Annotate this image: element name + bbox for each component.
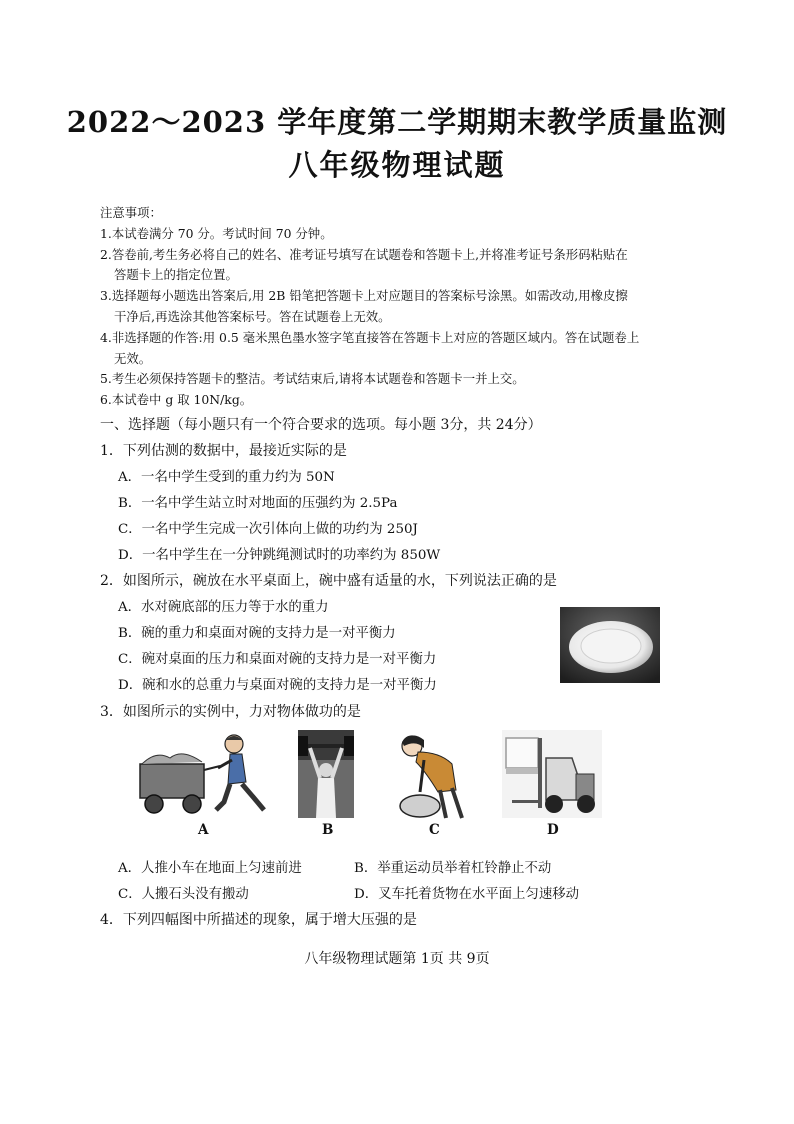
q1-option-a: A．一名中学生受到的重力约为 50N bbox=[118, 470, 335, 485]
figure-b-weightlifter bbox=[298, 730, 354, 818]
notes-line: 1.本试卷满分 70 分。考试时间 70 分钟。 bbox=[100, 225, 333, 241]
q2-option-d: D．碗和水的总重力与桌面对碗的支持力是一对平衡力 bbox=[118, 678, 437, 693]
bowl-photo bbox=[560, 607, 660, 683]
notes-line: 2.答卷前,考生务必将自己的姓名、准考证号填写在试题卷和答题卡上,并将准考证号条形码粘贴在 bbox=[100, 246, 628, 262]
notes-line: 6.本试卷中 g 取 10N/kg。 bbox=[100, 392, 253, 408]
exam-subtitle: 八年级物理试题 bbox=[288, 148, 506, 182]
q4-stem: 4．下列四幅图中所描述的现象，属于增大压强的是 bbox=[100, 912, 417, 928]
notes-line: 4.非选择题的作答:用 0.5 毫米黑色墨水签字笔直接答在答题卡上对应的答题区域内。答在试题卷上 bbox=[100, 329, 640, 345]
figure-label-d: D bbox=[547, 822, 559, 838]
figure-c-lifting-stone bbox=[390, 730, 476, 820]
notes-heading: 注意事项： bbox=[100, 205, 162, 220]
figure-label-b: B bbox=[322, 822, 334, 838]
q3-option-d: D．叉车托着货物在水平面上匀速移动 bbox=[354, 887, 579, 902]
notes-line: 3.选择题每小题选出答案后,用 2B 铅笔把答题卡上对应题目的答案标号涂黑。如需改动,用橡皮擦 bbox=[100, 288, 628, 304]
notes-block bbox=[100, 203, 700, 411]
q3-stem: 3．如图所示的实例中，力对物体做功的是 bbox=[100, 704, 361, 720]
figure-label-a: A bbox=[198, 822, 209, 838]
notes-line: 答题卡上的指定位置。 bbox=[114, 267, 238, 283]
q3-option-b: B．举重运动员举着杠铃静止不动 bbox=[354, 861, 552, 876]
notes-line: 无效。 bbox=[114, 350, 152, 366]
page-footer: 八年级物理试题第 1页 共 9页 bbox=[304, 951, 490, 967]
q3-option-a: A．人推小车在地面上匀速前进 bbox=[118, 861, 302, 876]
figure-a-pushing-cart bbox=[136, 730, 276, 820]
q3-option-c: C．人搬石头没有搬动 bbox=[118, 887, 249, 902]
q2-option-c: C．碗对桌面的压力和桌面对碗的支持力是一对平衡力 bbox=[118, 652, 437, 667]
q1-option-d: D．一名中学生在一分钟跳绳测试时的功率约为 850W bbox=[118, 548, 441, 563]
figure-d-forklift bbox=[502, 730, 602, 818]
exam-title: 2022～2023 学年度第二学期期末教学质量监测 bbox=[66, 105, 728, 139]
q2-option-b: B．碗的重力和桌面对碗的支持力是一对平衡力 bbox=[118, 626, 396, 641]
q2-stem: 2．如图所示，碗放在水平桌面上，碗中盛有适量的水，下列说法正确的是 bbox=[100, 573, 557, 589]
q2-option-a: A．水对碗底部的压力等于水的重力 bbox=[118, 600, 329, 615]
notes-line: 干净后,再选涂其他答案标号。答在试题卷上无效。 bbox=[114, 308, 391, 324]
notes-line: 5.考生必须保持答题卡的整洁。考试结束后,请将本试题卷和答题卡一并上交。 bbox=[100, 371, 525, 387]
q1-option-c: C．一名中学生完成一次引体向上做的功约为 250J bbox=[118, 522, 418, 537]
figure-label-c: C bbox=[429, 822, 440, 838]
q1-option-b: B．一名中学生站立时对地面的压强约为 2.5Pa bbox=[118, 496, 398, 511]
q1-stem: 1．下列估测的数据中，最接近实际的是 bbox=[100, 443, 347, 459]
section-heading: 一、选择题（每小题只有一个符合要求的选项。每小题 3分，共 24分） bbox=[100, 417, 542, 433]
